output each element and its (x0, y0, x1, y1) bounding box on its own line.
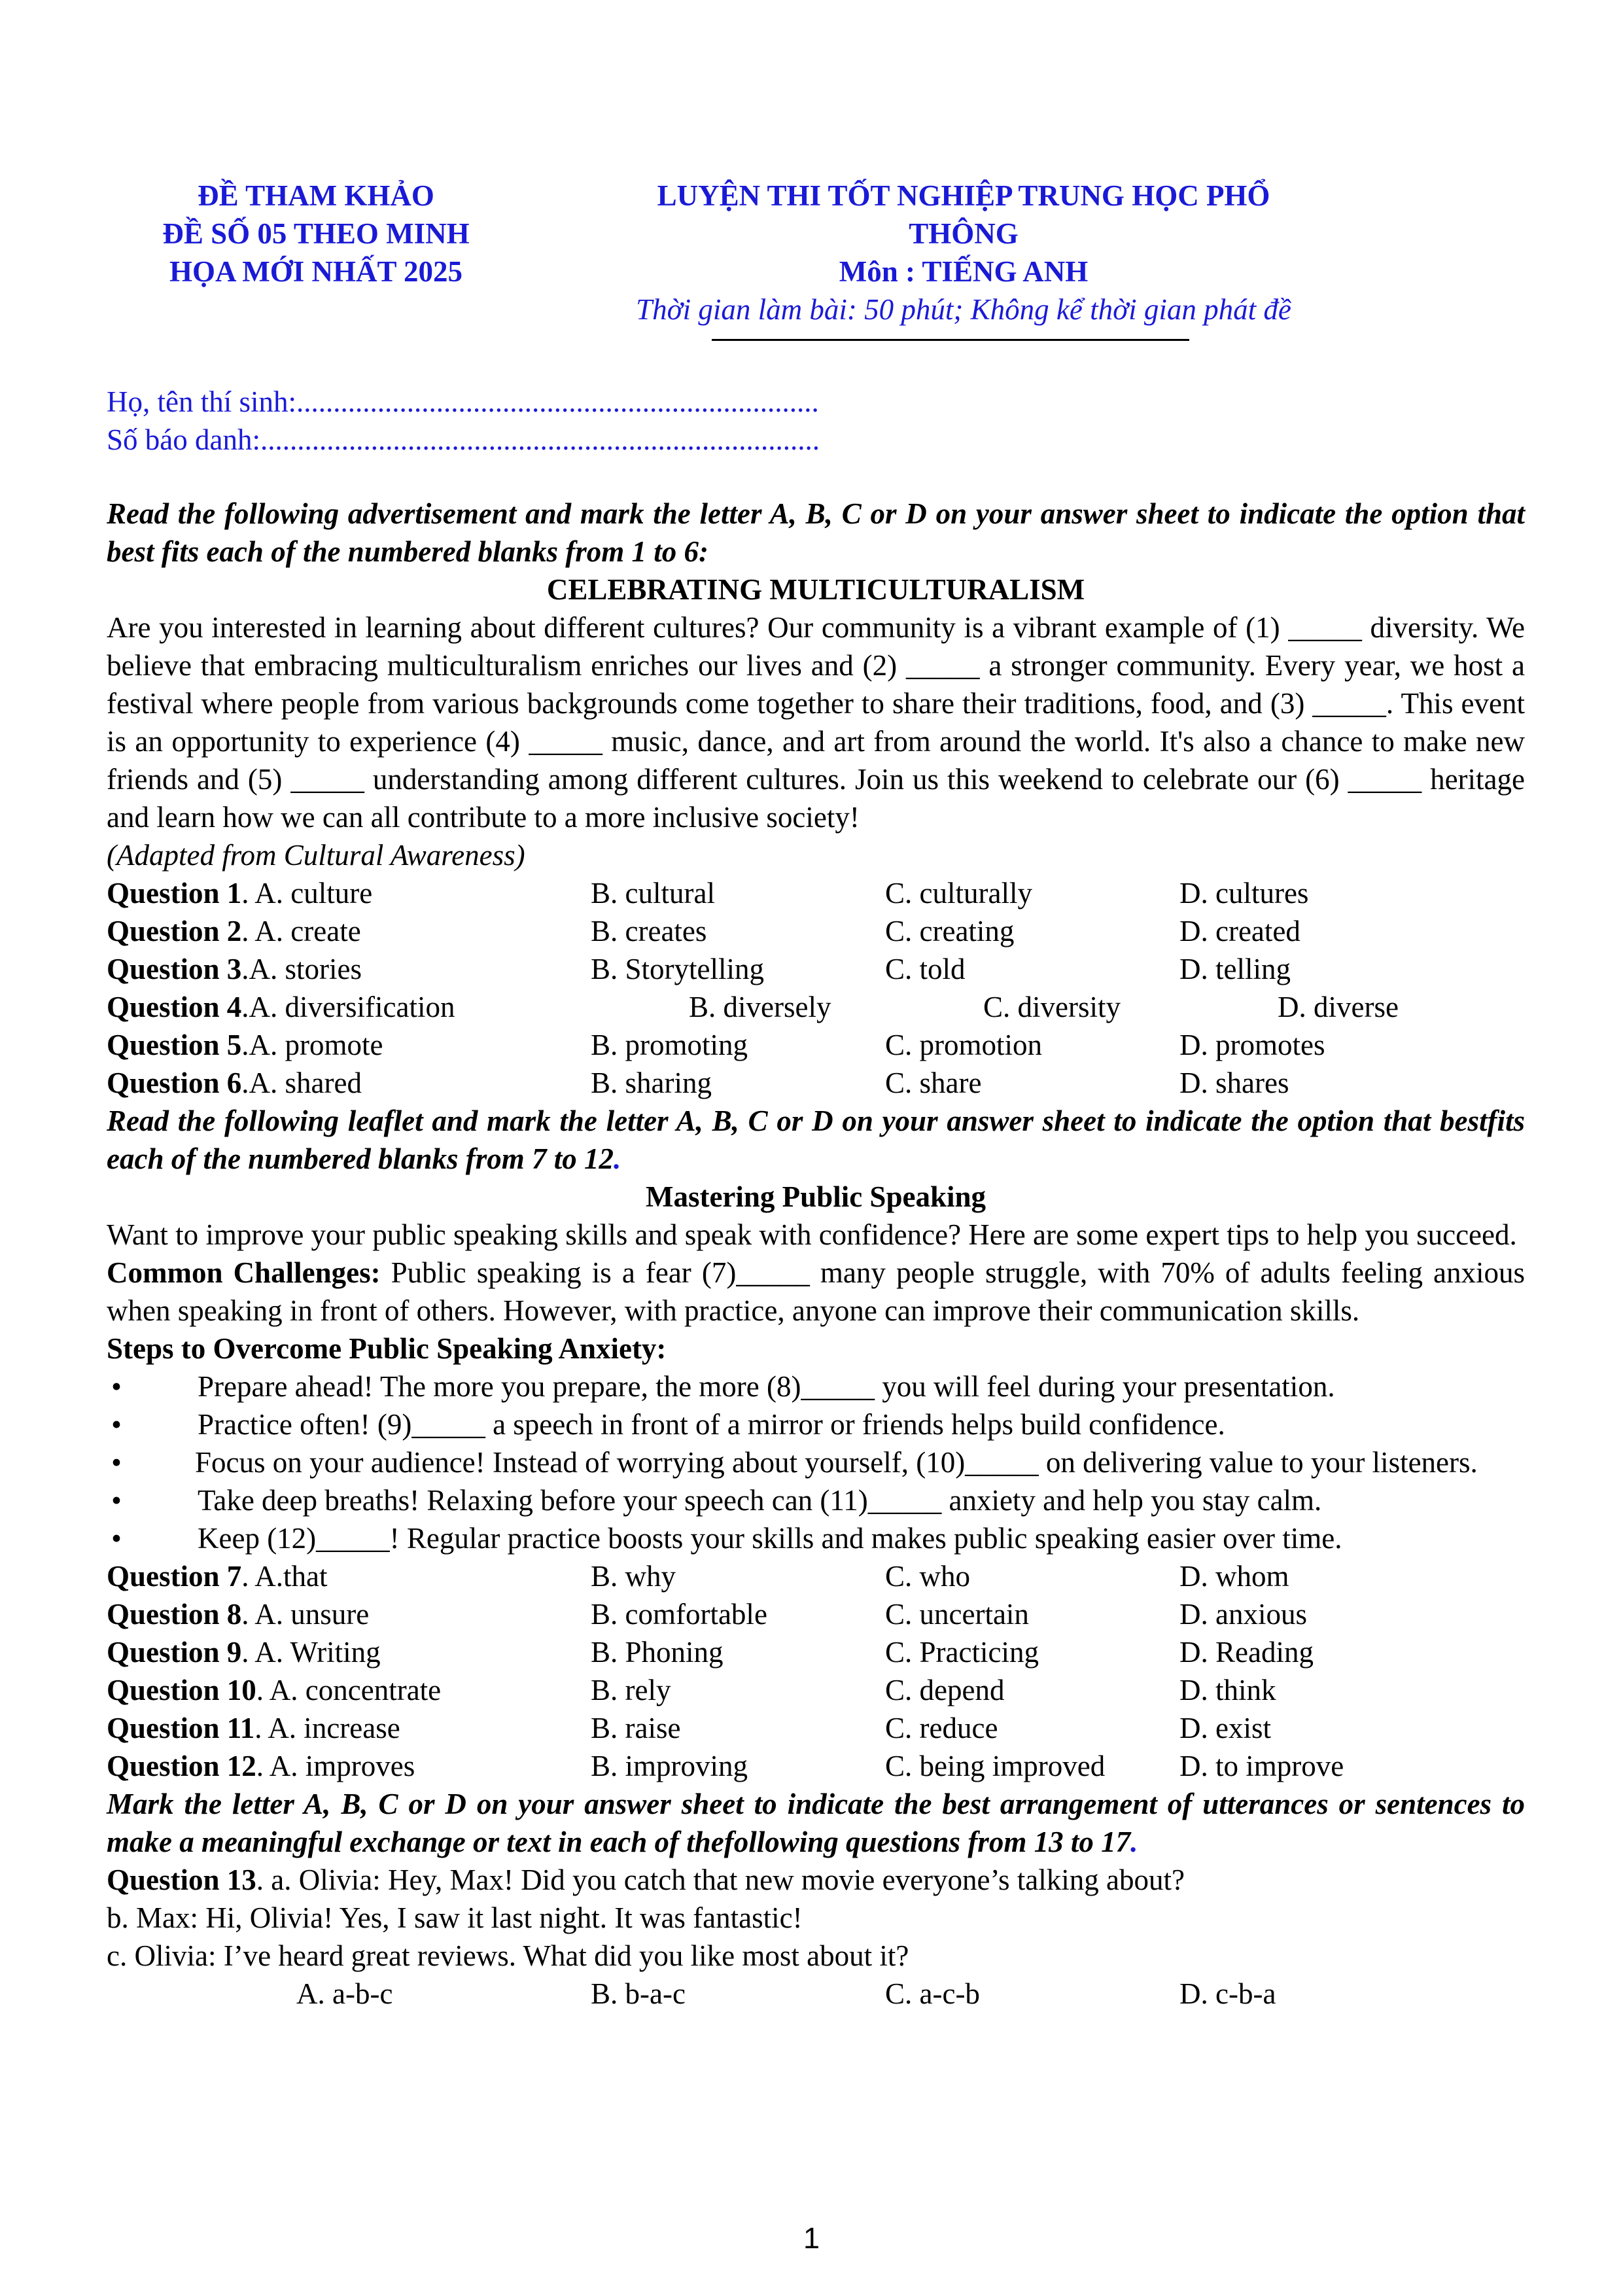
question-row (107, 1026, 1525, 1064)
question-label: Question 4 (107, 991, 242, 1023)
option-d: D. Reading (1179, 1636, 1314, 1669)
candidate-id-field: Số báo danh:............................................................................ (107, 423, 820, 456)
tip-text: Practice often! (9)_____ a speech in front of a mirror or friends helps build confidence. (198, 1408, 1225, 1441)
option-b: B. sharing (591, 1067, 712, 1099)
exam-subject: Môn : TIẾNG ANH (839, 255, 1089, 288)
option-b: B. diversely (689, 991, 831, 1023)
option-d: D. cultures (1179, 877, 1309, 910)
option-c: C. promotion (885, 1029, 1043, 1061)
section2-instruction-text: Read the following leaflet and mark the letter A, B, C or D on your answer sheet to indicate the option that bestfits each of the numbered blanks from 7 to 12 (107, 1104, 1525, 1175)
question-label: Question 3 (107, 953, 242, 985)
question-label: Question 7 (107, 1560, 242, 1593)
question-label: Question 10 (107, 1674, 256, 1706)
exam-page (107, 177, 1525, 2013)
utterance-a: . a. Olivia: Hey, Max! Did you catch that new movie everyone’s talking about? (256, 1863, 1185, 1896)
option-a: .A. shared (241, 1067, 362, 1099)
question-label: Question 9 (107, 1636, 242, 1669)
option-b: B. Storytelling (591, 953, 765, 985)
option-c: C. culturally (885, 877, 1032, 910)
option-c: C. told (885, 953, 966, 985)
challenges-text: Public speaking is a fear (7)_____ many people struggle, with 70% of adults feeling anxious when speaking in front of others. However, with practice, anyone can improve their communication skills. (107, 1256, 1525, 1327)
question-row (107, 1709, 1525, 1747)
option-a: . A.that (241, 1560, 328, 1593)
option-c: C. reduce (885, 1712, 998, 1744)
section2-title: Mastering Public Speaking (645, 1180, 986, 1213)
option-d: D. diverse (1278, 991, 1399, 1023)
question-label: Question 8 (107, 1598, 242, 1631)
bullet-dot-icon: • (111, 1370, 122, 1403)
candidate-info (107, 383, 1525, 459)
tip-bullet (107, 1443, 1525, 1481)
section3-instruction-text: Mark the letter A, B, C or D on your answer sheet to indicate the best arrangement of utterances or sentences to make a meaningful exchange or text in each of thefollowing questions from 13 to 17 (107, 1788, 1525, 1858)
option-d: D. c-b-a (1179, 1977, 1276, 2010)
header-left-line: ĐỀ THAM KHẢO (198, 179, 434, 212)
option-a: .A. promote (241, 1029, 383, 1061)
option-c: C. share (885, 1067, 982, 1099)
option-b: B. promoting (591, 1029, 748, 1061)
option-d: D. promotes (1179, 1029, 1325, 1061)
section3-instruction-end: . (1130, 1826, 1138, 1858)
utterance-b: b. Max: Hi, Olivia! Yes, I saw it last night. It was fantastic! (107, 1901, 803, 1934)
question-13-line-a (107, 1861, 1525, 1899)
question-row (107, 1595, 1525, 1633)
option-c: C. diversity (983, 991, 1121, 1023)
tip-bullet (107, 1519, 1525, 1557)
tip-bullet (107, 1405, 1525, 1443)
option-b: B. Phoning (591, 1636, 724, 1669)
utterance-c: c. Olivia: I’ve heard great reviews. What did you like most about it? (107, 1939, 909, 1972)
option-a: . A. concentrate (256, 1674, 442, 1706)
question-label: Question 6 (107, 1067, 242, 1099)
option-c: C. creating (885, 915, 1015, 947)
challenges-label: Common Challenges: (107, 1256, 381, 1289)
option-d: D. think (1179, 1674, 1276, 1706)
exam-header-left (107, 177, 525, 291)
question-label: Question 2 (107, 915, 242, 947)
bullet-dot-icon: • (111, 1484, 122, 1517)
option-b: B. rely (591, 1674, 671, 1706)
question-13-options (107, 1975, 1525, 2013)
option-a: A. a-b-c (296, 1977, 393, 2010)
option-d: D. shares (1179, 1067, 1289, 1099)
section1-passage: Are you interested in learning about different cultures? Our community is a vibrant example of (1) _____ diversity. We believe that embracing multiculturalism enriches our lives and (2) _____ a stronger community. Every year, we host a festival where people from various backgrounds come together to share their traditions, food, and (3) _____. This event is an opportunity to experience (4) _____ music, dance, and art from around the world. It's also a chance to make new friends and (5) _____ understanding among different cultures. Join us this weekend to celebrate our (6) _____ heritage and learn how we can all contribute to a more inclusive society! (107, 611, 1525, 834)
option-c: C. being improved (885, 1750, 1106, 1782)
option-a: . A. improves (256, 1750, 415, 1782)
section2-instruction (107, 1102, 1525, 1178)
tip-bullet (107, 1481, 1525, 1519)
exam-header-right (591, 177, 1336, 328)
option-a: . A. create (241, 915, 361, 947)
question-row (107, 950, 1525, 988)
option-a: . A. Writing (241, 1636, 381, 1669)
bullet-dot-icon: • (111, 1522, 122, 1555)
tip-bullet (107, 1368, 1525, 1405)
option-a: .A. diversification (241, 991, 455, 1023)
option-c: C. who (885, 1560, 971, 1593)
option-a: .A. stories (241, 953, 362, 985)
option-d: D. whom (1179, 1560, 1289, 1593)
question-row (107, 1671, 1525, 1709)
candidate-name-field: Họ, tên thí sinh:....................................................................... (107, 385, 819, 418)
tip-text: Prepare ahead! The more you prepare, the more (8)_____ you will feel during your presentation. (198, 1370, 1335, 1403)
option-c: C. depend (885, 1674, 1005, 1706)
section2-intro: Want to improve your public speaking skills and speak with confidence? Here are some expert tips to help you succeed. (107, 1218, 1517, 1251)
question-row (107, 1633, 1525, 1671)
option-c: C. a-c-b (885, 1977, 980, 2010)
exam-time: Thời gian làm bài: 50 phút; Không kể thời gian phát đề (636, 293, 1291, 326)
option-a: . A. increase (254, 1712, 400, 1744)
header-left-line: ĐỀ SỐ 05 THEO MINH (162, 217, 470, 250)
bullet-dot-icon: • (111, 1408, 122, 1441)
tip-text: Take deep breaths! Relaxing before your speech can (11)_____ anxiety and help you stay calm. (198, 1484, 1322, 1517)
header-left-line: HỌA MỚI NHẤT 2025 (169, 255, 462, 288)
section1-source: (Adapted from Cultural Awareness) (107, 839, 525, 872)
option-d: D. to improve (1179, 1750, 1344, 1782)
option-b: B. creates (591, 915, 707, 947)
option-d: D. anxious (1179, 1598, 1307, 1631)
question-label: Question 1 (107, 877, 242, 910)
bullet-dot-icon: • (111, 1446, 122, 1479)
header-divider (712, 339, 1189, 341)
option-d: D. telling (1179, 953, 1291, 985)
option-d: D. exist (1179, 1712, 1271, 1744)
option-b: B. why (591, 1560, 676, 1593)
exam-header (107, 177, 1525, 337)
tip-text: Keep (12)_____! Regular practice boosts your skills and makes public speaking easier over time. (198, 1522, 1342, 1555)
question-label: Question 12 (107, 1750, 256, 1782)
steps-heading: Steps to Overcome Public Speaking Anxiety: (107, 1332, 667, 1365)
option-b: B. raise (591, 1712, 681, 1744)
question-row (107, 874, 1525, 912)
option-b: B. cultural (591, 877, 715, 910)
section2-challenges (107, 1254, 1525, 1330)
option-b: B. comfortable (591, 1598, 767, 1631)
exam-title: LUYỆN THI TỐT NGHIỆP TRUNG HỌC PHỔ (657, 179, 1270, 212)
question-row (107, 1747, 1525, 1785)
section1-title: CELEBRATING MULTICULTURALISM (546, 573, 1085, 606)
tip-text: Focus on your audience! Instead of worrying about yourself, (10)_____ on delivering value to your listeners. (195, 1446, 1478, 1479)
question-label: Question 5 (107, 1029, 242, 1061)
option-b: B. improving (591, 1750, 748, 1782)
option-a: . A. culture (241, 877, 373, 910)
section1-instruction: Read the following advertisement and mark the letter A, B, C or D on your answer sheet to indicate the option that best fits each of the numbered blanks from 1 to 6: (107, 497, 1525, 568)
question-label: Question 11 (107, 1712, 255, 1744)
section2-instruction-end: . (614, 1142, 621, 1175)
page-number: 1 (803, 2221, 820, 2255)
option-a: . A. unsure (241, 1598, 370, 1631)
question-label: Question 13 (107, 1863, 256, 1896)
question-row (107, 988, 1525, 1026)
option-c: C. Practicing (885, 1636, 1039, 1669)
section3-instruction (107, 1785, 1525, 1861)
option-b: B. b-a-c (591, 1977, 686, 2010)
option-d: D. created (1179, 915, 1300, 947)
question-row (107, 1557, 1525, 1595)
exam-title-cont: THÔNG (909, 217, 1019, 250)
question-row (107, 912, 1525, 950)
question-row (107, 1064, 1525, 1102)
option-c: C. uncertain (885, 1598, 1029, 1631)
